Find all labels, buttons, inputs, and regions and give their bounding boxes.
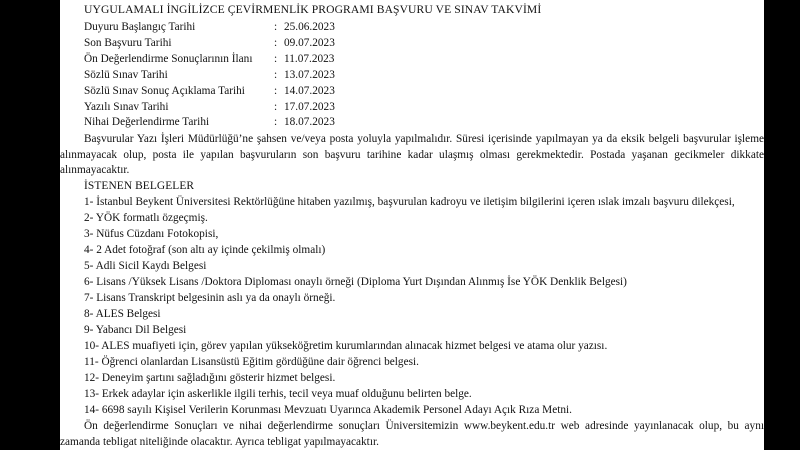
schedule-label: Sözlü Sınav Sonuç Açıklama Tarihi xyxy=(84,85,245,97)
schedule-label: Yazılı Sınav Tarihi xyxy=(84,101,169,113)
results-note xyxy=(60,419,764,450)
document-item: 1- İstanbul Beykent Üniversitesi Rektörlüğüne hitaben yazılmış, başvurulan kadroyu ve iletişim bilgilerini içeren ıslak imzalı başvuru dilekçesi, xyxy=(84,196,735,208)
schedule-date: 09.07.2023 xyxy=(284,37,335,49)
schedule-separator: : xyxy=(274,101,278,113)
application-note xyxy=(60,132,764,179)
schedule-date: 18.07.2023 xyxy=(284,116,335,128)
application-note-line: Başvurular Yazı İşleri Müdürlüğü’ne şahsen ve/veya posta yoluyla yapılmalıdır. Süresi içerisinde yapılmayan ya da eksik belgeli başvurular işleme xyxy=(84,133,764,145)
document-item: 13- Erkek adaylar için askerlikle ilgili terhis, tecil veya muaf olduğunu belirten belge. xyxy=(84,388,472,400)
schedule-date: 11.07.2023 xyxy=(284,53,335,65)
documents-heading: İSTENEN BELGELER xyxy=(84,180,195,192)
schedule-separator: : xyxy=(274,116,278,128)
application-note-line: alınmayacaktır. xyxy=(60,164,130,176)
document-item: 9- Yabancı Dil Belgesi xyxy=(84,324,187,336)
schedule-label: Ön Değerlendirme Sonuçlarının İlanı xyxy=(84,53,253,65)
schedule-date: 17.07.2023 xyxy=(284,101,335,113)
document-item: 3- Nüfus Cüzdanı Fotokopisi, xyxy=(84,228,219,240)
document-item: 2- YÖK formatlı özgeçmiş. xyxy=(84,212,208,224)
page-title: UYGULAMALI İNGİLİZCE ÇEVİRMENLİK PROGRAMI BAŞVURU VE SINAV TAKVİMİ xyxy=(84,3,542,16)
document-item: 4- 2 Adet fotoğraf (son altı ay içinde çekilmiş olmalı) xyxy=(84,244,326,256)
schedule-separator: : xyxy=(274,69,278,81)
document-item: 11- Öğrenci olanlardan Lisansüstü Eğitim gördüğüne dair öğrenci belgesi. xyxy=(84,356,419,368)
document-item: 14- 6698 sayılı Kişisel Verilerin Korunması Mevzuatı Uyarınca Akademik Personel Adayı Açık Rıza Metni. xyxy=(84,404,572,416)
schedule-label: Duyuru Başlangıç Tarihi xyxy=(84,21,196,33)
schedule-date: 13.07.2023 xyxy=(284,69,335,81)
document-item: 5- Adli Sicil Kaydı Belgesi xyxy=(84,260,207,272)
results-note-line: zamanda tebligat niteliğinde olacaktır. Ayrıca tebligat yapılmayacaktır. xyxy=(60,435,379,448)
schedule-label: Son Başvuru Tarihi xyxy=(84,37,172,49)
document-item: 8- ALES Belgesi xyxy=(84,308,161,320)
document-item: 6- Lisans /Yüksek Lisans /Doktora Diploması onaylı örneği (Diploma Yurt Dışından Alınmış İse YÖK Denklik Belgesi) xyxy=(84,276,627,288)
schedule-date: 14.07.2023 xyxy=(284,85,335,97)
document-item: 12- Deneyim şartını sağladığını gösterir hizmet belgesi. xyxy=(84,372,336,384)
schedule-separator: : xyxy=(274,85,278,97)
schedule-label: Sözlü Sınav Tarihi xyxy=(84,69,168,81)
application-note-line: alınmayacak olup, posta ile yapılan başvuruların son başvuru tarihine kadar ulaşmış olması gerekmektedir. Postada yaşanan gecikmeler dikkate xyxy=(60,148,764,161)
schedule-date: 25.06.2023 xyxy=(284,21,335,33)
document-item: 7- Lisans Transkript belgesinin aslı ya da onaylı örneği. xyxy=(84,292,336,304)
schedule-separator: : xyxy=(274,53,278,65)
results-note-line: Ön değerlendirme Sonuçları ve nihai değerlendirme sonuçları Üniversitemizin www.beykent.edu.tr web adresinde yayınlanacak olup, bu aynı xyxy=(84,420,764,432)
document-item: 10- ALES muafiyeti için, görev yapılan yükseköğretim kurumlarından alınacak hizmet belgesi ve atama olur yazısı. xyxy=(84,340,608,352)
schedule-separator: : xyxy=(274,37,278,49)
document-page xyxy=(60,0,764,450)
schedule-label: Nihai Değerlendirme Tarihi xyxy=(84,116,210,128)
schedule-separator: : xyxy=(274,21,278,33)
